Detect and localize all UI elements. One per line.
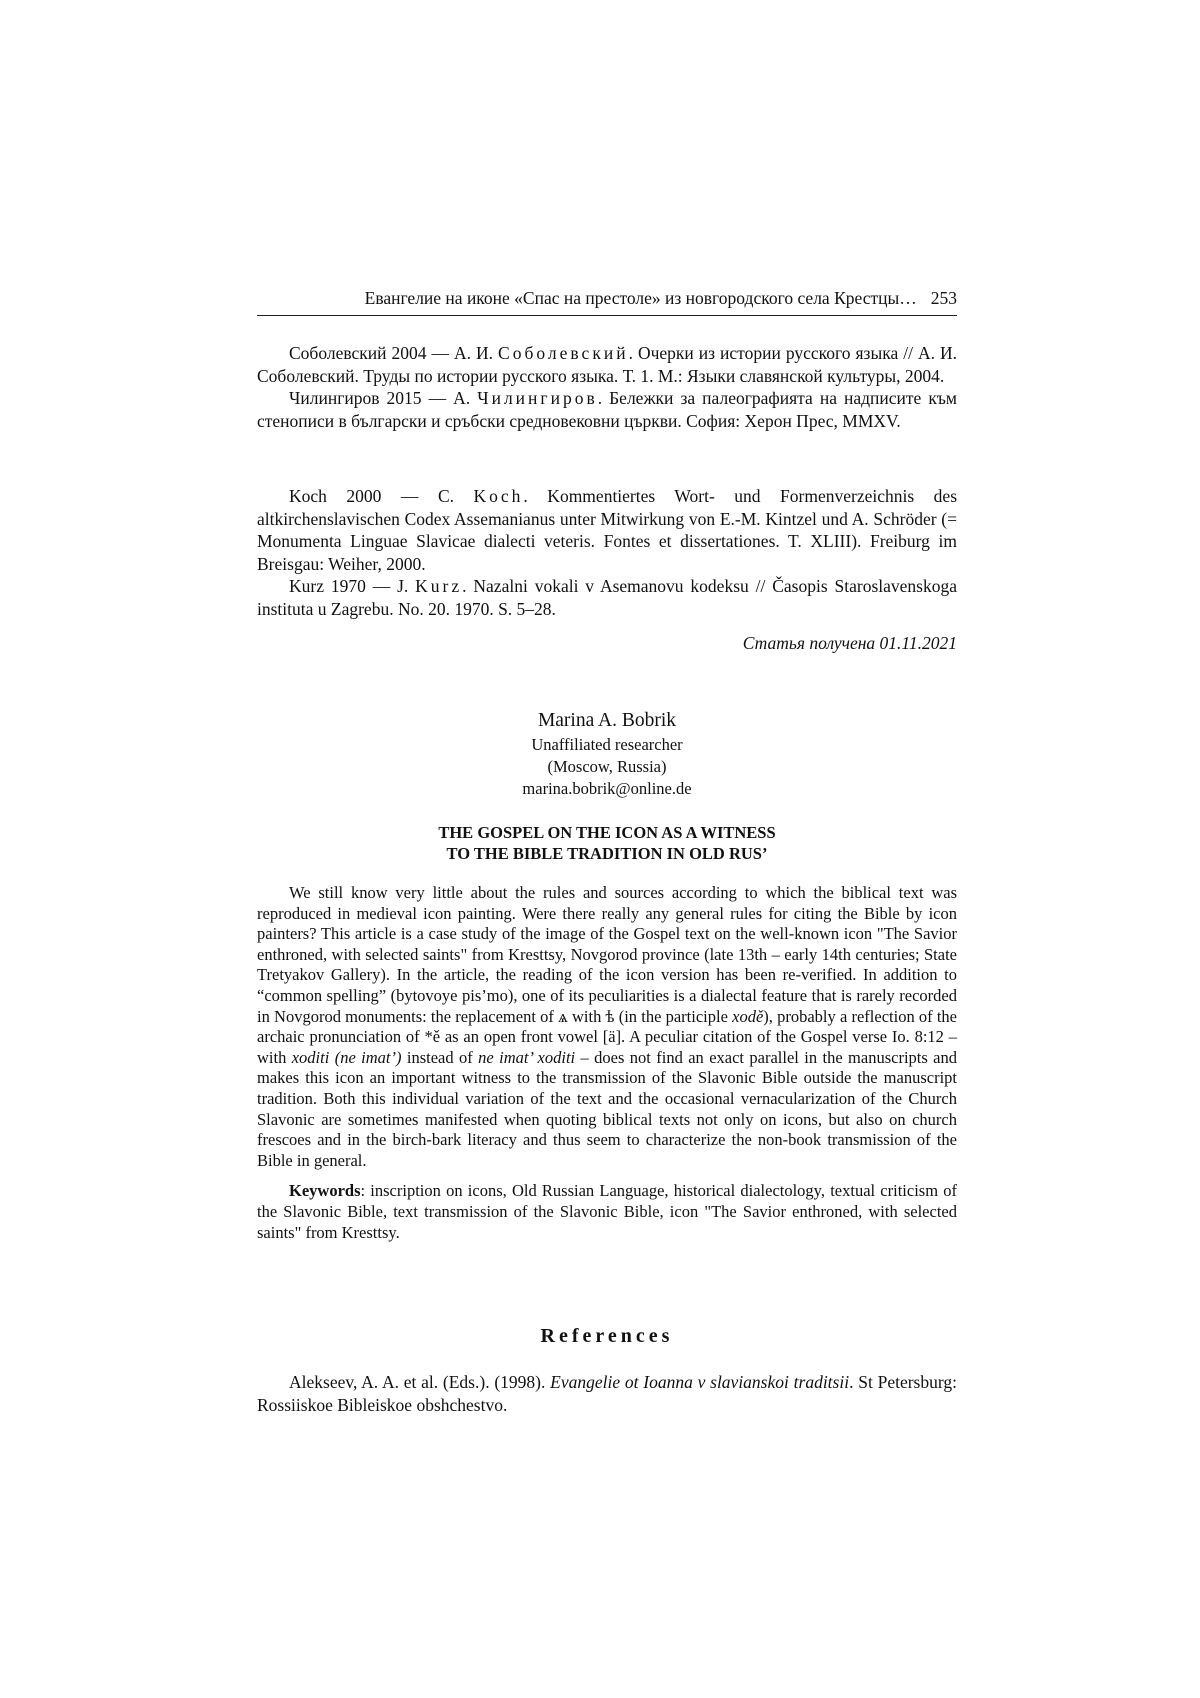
running-header bbox=[257, 287, 957, 309]
references-list bbox=[257, 1371, 957, 1417]
bib-entry-chilingirov: Чилингиров 2015 — А. Чилингиров. Бележки за палеографията на надписите към стенописи в български и сръбски средновековни църкви. София: Херон Прес, MMXV. bbox=[257, 388, 957, 431]
title-line-2: TO THE BIBLE TRADITION IN OLD RUS’ bbox=[446, 844, 768, 863]
author-spaced: Koch bbox=[473, 486, 524, 506]
author-email: marina.bobrik@online.de bbox=[522, 779, 692, 798]
author-spaced: Чилингиров bbox=[477, 388, 598, 408]
author-location: (Moscow, Russia) bbox=[547, 757, 667, 776]
keywords-paragraph bbox=[257, 1181, 957, 1243]
bibliography-latin bbox=[257, 485, 957, 620]
bib-entry-kurz: Kurz 1970 — J. Kurz. Nazalni vokali v Asemanovu kodeksu // Časopis Staroslavenskoga instituta u Zagrebu. No. 20. 1970. S. 5–28. bbox=[257, 576, 958, 619]
author-affiliation: Unaffiliated researcher bbox=[531, 735, 683, 754]
abstract-paragraph: We still know very little about the rules and sources according to which the biblical text was reproduced in medieval icon painting. Were there really any general rules for citing the Bible by icon painters? This article is a case study of the image of the Gospel text on the well-known icon "The Savior enthroned, with selected saints" from Kresttsy, Novgorod province (late 13th – early 14th centuries; State Tretyakov Gallery). In the article, the reading of the icon version has been re-verified. In addition to “common spelling” (bytovoye pis’mo), one of its peculiarities is a dialectal feature that is rarely recorded in Novgorod monuments: the replacement of ѧ with ѣ (in the participle xodě), probably a reflection of the archaic pronunciation of *ě as an open front vowel [ä]. A peculiar citation of the Gospel verse Io. 8:12 – with xoditi (ne imat’) instead of ne imat’ xoditi – does not find an exact parallel in the manuscripts and makes this icon an important witness to the transmission of the Slavonic Bible outside the manuscript tradition. Both this individual variation of the text and the occasional vernacularization of the Church Slavonic are sometimes manifested when quoting biblical texts not only on icons, but also on church frescoes and in the birch-bark literacy and thus seem to characterize the non-book transmission of the Bible in general. bbox=[257, 883, 958, 1170]
title-line-1: THE GOSPEL ON THE ICON AS A WITNESS bbox=[438, 823, 776, 842]
references-heading: References bbox=[540, 1325, 674, 1347]
reference-entry: Alekseev, A. A. et al. (Eds.). (1998). Evangelie ot Ioanna v slavianskoi traditsii. St Petersburg: Rossiiskoe Bibleiskoe obshchestvo. bbox=[257, 1372, 957, 1415]
glyph-yat: ѣ bbox=[605, 1006, 615, 1026]
keywords-label: Keywords bbox=[289, 1181, 361, 1201]
keywords-text: : inscription on icons, Old Russian Language, historical dialectology, textual criticism of the Slavonic Bible, text transmission of the Slavonic Bible, icon "The Savior enthroned, with selected saints" from Kresttsy. bbox=[257, 1181, 957, 1242]
author-spaced: Kurz bbox=[415, 576, 463, 596]
author-block bbox=[257, 708, 957, 800]
article-title bbox=[257, 822, 957, 864]
page-number: 253 bbox=[930, 288, 957, 308]
abstract bbox=[257, 883, 957, 1243]
bib-entry-sobolevsky: Соболевский 2004 — А. И. Соболевский. Очерки из истории русского языка // А. И. Соболевский. Труды по истории русского языка. Т. 1. М.: Языки славянской культуры, 2004. bbox=[257, 343, 957, 386]
running-title: Евангелие на иконе «Спас на престоле» из новгородского села Крестцы… bbox=[364, 288, 917, 308]
author-spaced: Соболевский bbox=[498, 343, 629, 363]
bibliography-cyrillic bbox=[257, 342, 957, 432]
bib-entry-koch: Koch 2000 — C. Koch. Kommentiertes Wort- und Formenverzeichnis des altkirchenslavischen Codex Assemanianus unter Mitwirkung von E.-M. Kintzel und A. Schröder (= Monumenta Linguae Slavicae dialecti veteris. Fontes et dissertationes. T. XLIII). Freiburg im Breisgau: Weiher, 2000. bbox=[257, 486, 958, 574]
received-date: Статья получена 01.11.2021 bbox=[742, 633, 957, 653]
author-name: Marina A. Bobrik bbox=[537, 710, 677, 731]
glyph-small-yus: ѧ bbox=[558, 1006, 568, 1026]
header-rule bbox=[257, 315, 957, 316]
